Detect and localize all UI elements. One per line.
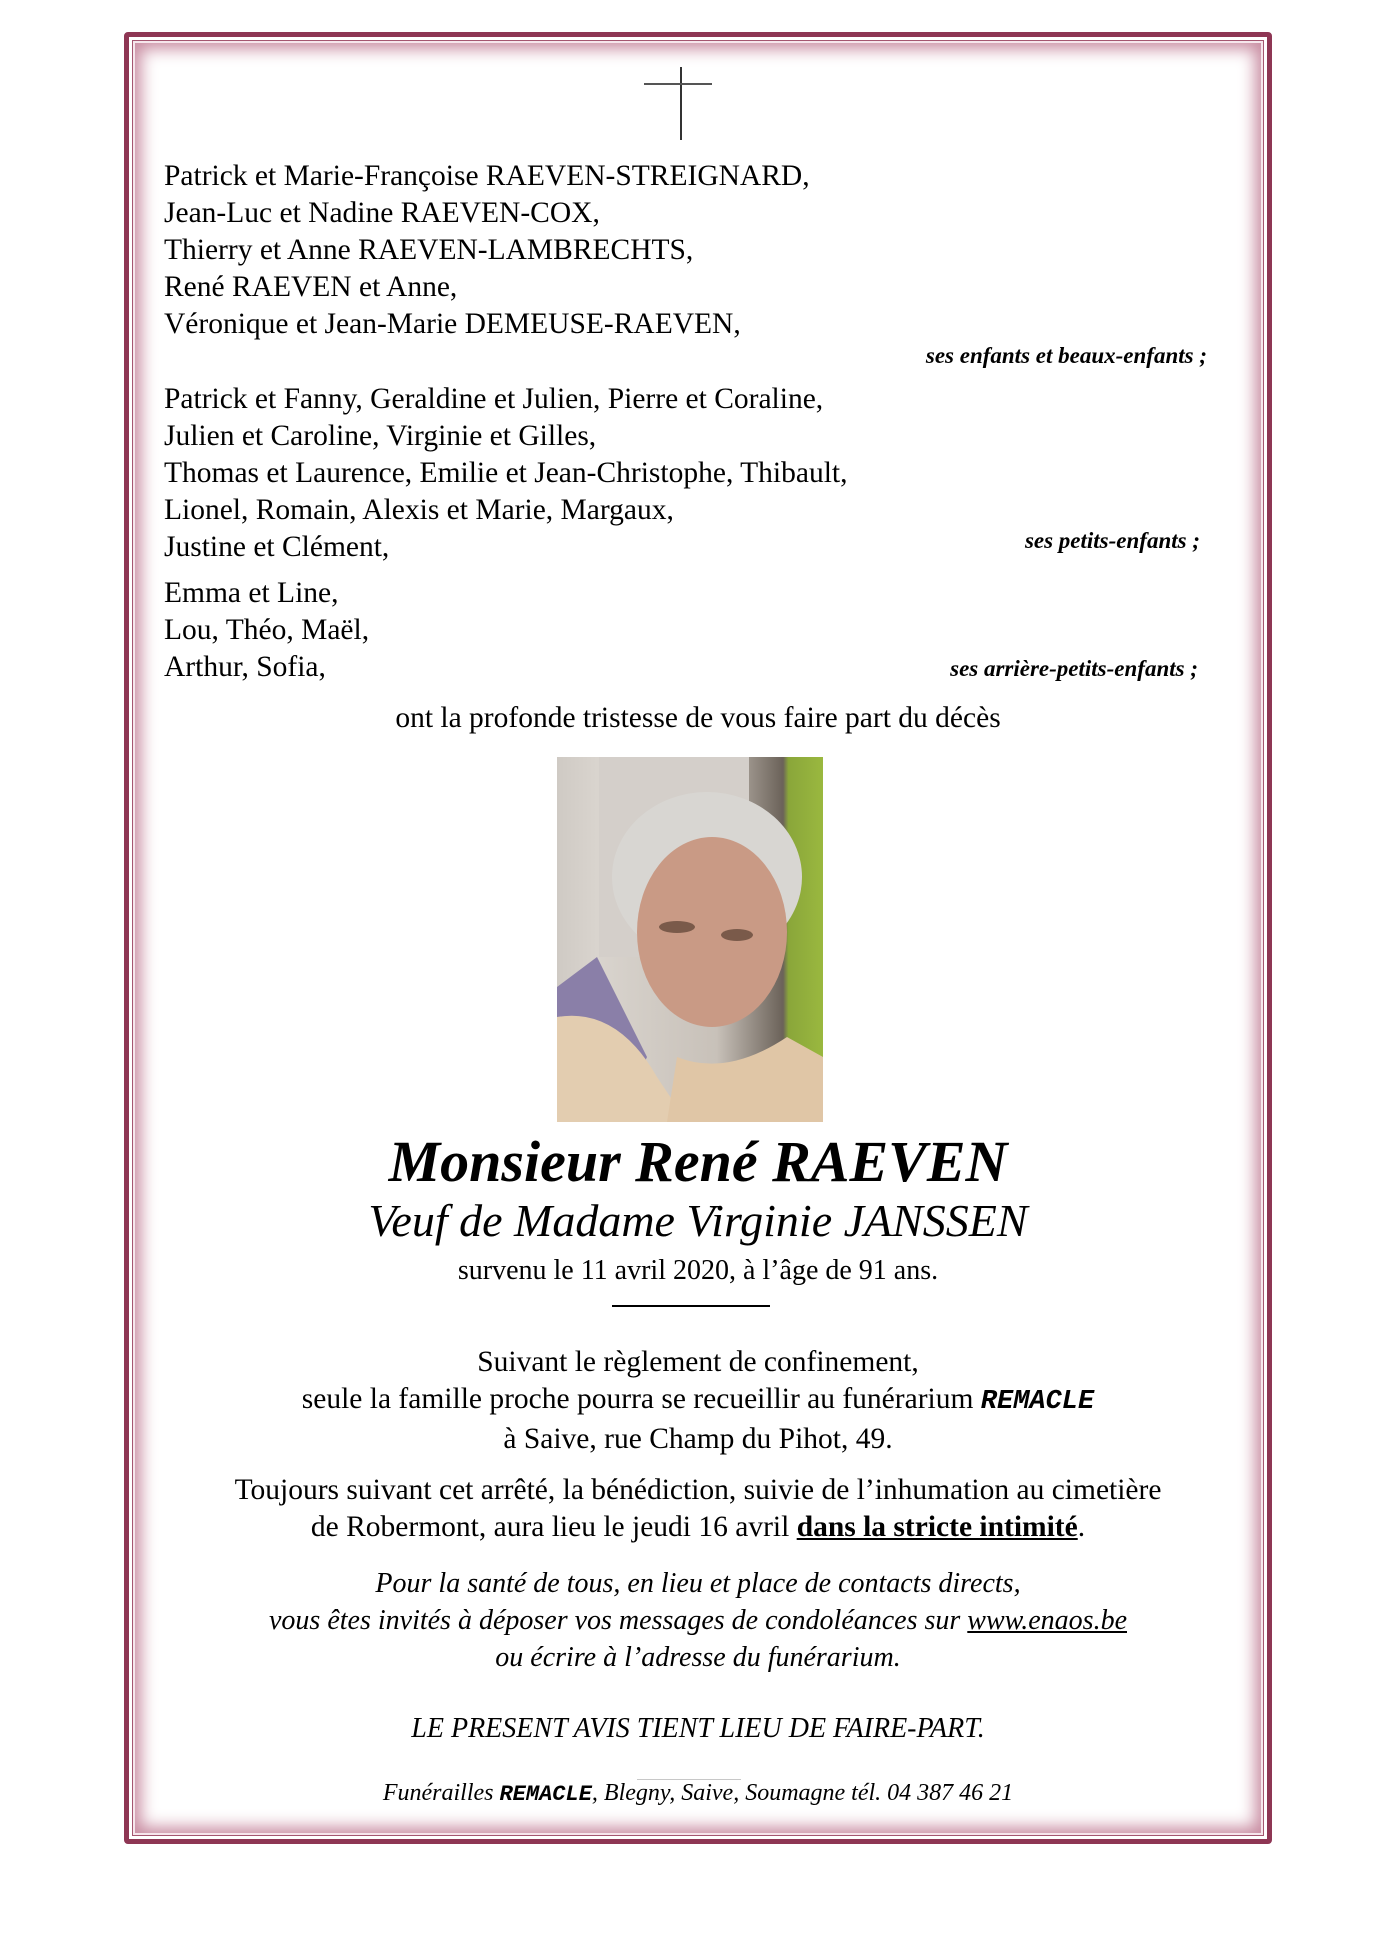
brand-remacle: REMACLE	[980, 1387, 1095, 1417]
condolences-notice	[124, 1565, 1272, 1676]
family-line: René RAEVEN et Anne,	[164, 271, 458, 303]
family-line: Véronique et Jean-Marie DEMEUSE-RAEVEN,	[164, 308, 741, 340]
footer-contact: , Blegny, Saive, Soumagne tél. 04 387 46 21	[591, 1780, 1014, 1806]
family-line: Justine et Clément,	[164, 531, 390, 563]
children-role-label: ses enfants et beaux-enfants ;	[925, 343, 1207, 368]
notice-line	[124, 1381, 1272, 1421]
great-grandchildren-role-label: ses arrière-petits-enfants ;	[950, 656, 1198, 681]
portrait-placeholder-icon	[557, 757, 823, 1122]
notice-line: Pour la santé de tous, en lieu et place de contacts directs,	[375, 1568, 1021, 1599]
family-line: Arthur, Sofia,	[164, 651, 326, 683]
family-line: Patrick et Marie-Françoise RAEVEN-STREIGNARD,	[164, 160, 810, 192]
family-line: Lionel, Romain, Alexis et Marie, Margaux,	[164, 494, 674, 526]
notice-line	[124, 1602, 1272, 1639]
notice-line: Toujours suivant cet arrêté, la bénédiction, suivie de l’inhumation au cimetière	[234, 1474, 1162, 1506]
great-grandchildren-list	[164, 575, 369, 686]
notice-line	[124, 1509, 1272, 1546]
family-line: Thomas et Laurence, Emilie et Jean-Christophe, Thibault,	[164, 457, 848, 489]
strict-intimacy-emphasis: dans la stricte intimité	[796, 1511, 1078, 1543]
ceremony-notice	[124, 1472, 1272, 1546]
faire-part-statement: LE PRESENT AVIS TIENT LIEU DE FAIRE-PART.	[411, 1713, 985, 1744]
widow-of: Veuf de Madame Virginie JANSSEN	[368, 1195, 1028, 1246]
family-line: Emma et Line,	[164, 577, 339, 609]
family-line: Lou, Théo, Maël,	[164, 614, 370, 646]
footer	[124, 1780, 1272, 1807]
deceased-name: Monsieur René RAEVEN	[388, 1129, 1008, 1194]
notice-line: Suivant le règlement de confinement,	[477, 1346, 919, 1378]
confinement-notice	[124, 1344, 1272, 1458]
family-line: Thierry et Anne RAEVEN-LAMBRECHTS,	[164, 234, 694, 266]
grandchildren-list	[164, 381, 847, 566]
family-line: Patrick et Fanny, Geraldine et Julien, Pierre et Coraline,	[164, 383, 824, 415]
announcement-intro: ont la profonde tristesse de vous faire part du décès	[395, 702, 1001, 734]
divider	[612, 1305, 770, 1307]
notice-line: à Saive, rue Champ du Pihot, 49.	[503, 1423, 893, 1455]
children-list	[164, 158, 810, 343]
notice-text: vous êtes invités à déposer vos messages de condoléances sur	[269, 1605, 968, 1636]
footer-text: Funérailles	[382, 1780, 500, 1806]
notice-text: seule la famille proche pourra se recueillir au funérarium	[301, 1383, 981, 1415]
family-line: Julien et Caroline, Virginie et Gilles,	[164, 420, 597, 452]
death-date: survenu le 11 avril 2020, à l’âge de 91 ans.	[457, 1255, 939, 1286]
footer-brand: REMACLE	[499, 1782, 592, 1807]
notice-line: ou écrire à l’adresse du funérarium.	[495, 1642, 901, 1673]
notice-text: .	[1077, 1511, 1086, 1543]
cross-horizontal-bar	[644, 83, 712, 85]
family-line: Jean-Luc et Nadine RAEVEN-COX,	[164, 197, 600, 229]
grandchildren-role-label: ses petits-enfants ;	[1024, 528, 1200, 553]
notice-text: de Robermont, aura lieu le jeudi 16 avril	[310, 1511, 797, 1543]
enaos-link[interactable]: www.enaos.be	[967, 1605, 1127, 1636]
portrait-photo	[557, 757, 823, 1122]
cross-vertical-bar	[680, 67, 682, 140]
